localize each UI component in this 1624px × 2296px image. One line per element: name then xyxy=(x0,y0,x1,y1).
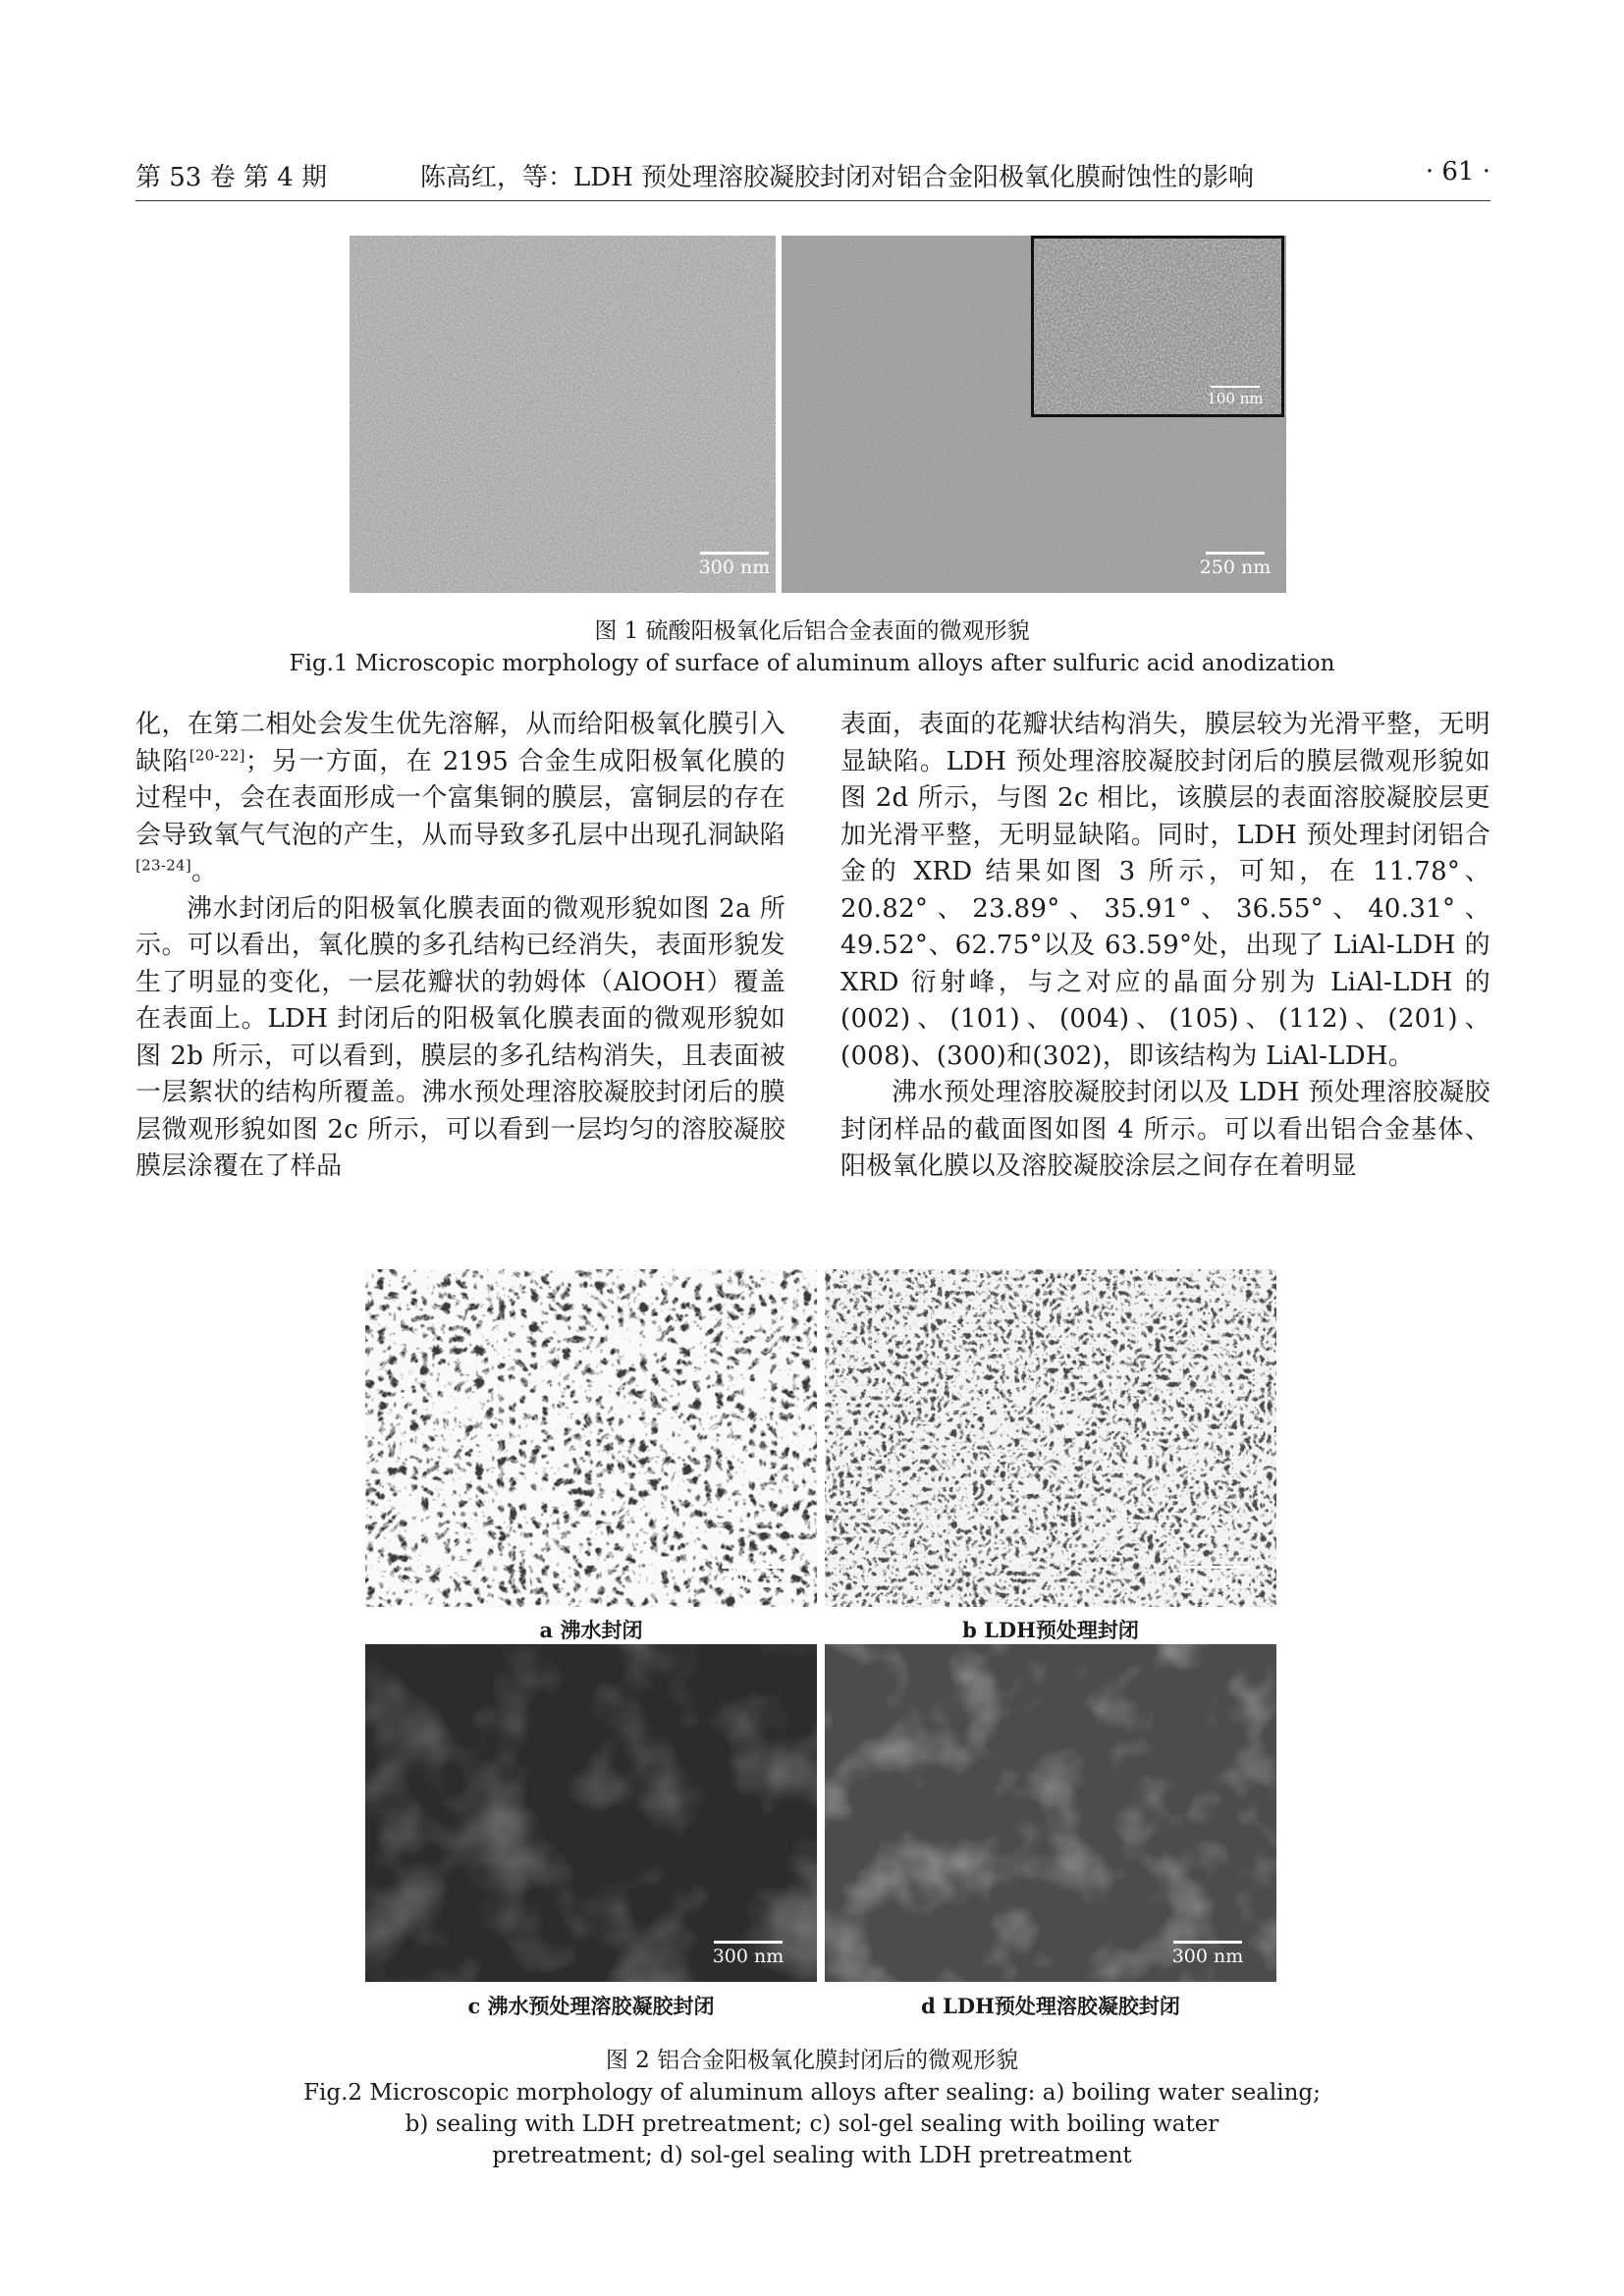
fig2-b-scale-bar xyxy=(1166,1566,1265,1592)
fig2-d-scale-bar xyxy=(1159,1941,1257,1967)
fig2-caption-en-2: b) sealing with LDH pretreatment; c) sol-gel sealing with boiling water xyxy=(405,2111,1219,2137)
right-paragraph-1: 表面，表面的花瓣状结构消失，膜层较为光滑平整，无明显缺陷。LDH 预处理溶胶凝胶封闭后的膜层微观形貌如图 2d 所示，与图 2c 相比，该膜层的表面溶胶凝胶层更加光滑平整，无明显缺陷。同时，LDH 预处理封闭铝合金的 XRD 结果如图 3 所示，可知，在 11.78°、20.82°、23.89°、35.91°、36.55°、40.31°、49.52°、62.75°以及 63.59°处，出现了 LiAl-LDH 的 XRD 衍射峰，与之对应的晶面分别为 LiAl-LDH 的(002)、(101)、(004)、(105)、(112)、(201)、(008)、(300)和(302)，即该结构为 LiAl-LDH。 xyxy=(840,710,1490,1071)
journal-volume: 第 53 卷 第 4 期 xyxy=(135,163,327,192)
fig2-b-scale-label: 300 nm xyxy=(1179,1571,1252,1592)
fig1-inset-scale-label: 100 nm xyxy=(1207,390,1264,407)
fig1-caption-cn: 图 1 硫酸阳极氧化后铝合金表面的微观形貌 xyxy=(594,618,1030,644)
fig2-caption-cn: 图 2 铝合金阳极氧化膜封闭后的微观形貌 xyxy=(605,2048,1019,2073)
fig2-image-a xyxy=(365,1269,817,1607)
left-paragraph-2: 沸水封闭后的阳极氧化膜表面的微观形貌如图 2a 所示。可以看出，氧化膜的多孔结构已经消失，表面形貌发生了明显的变化，一层花瓣状的勃姆体（AlOOH）覆盖在表面上。LDH 封闭后的阳极氧化膜表面的微观形貌如图 2b 所示，可以看到，膜层的多孔结构消失，且表面被一层絮状的结构所覆盖。沸水预处理溶胶凝胶封闭后的膜层微观形貌如图 2c 所示，可以看到一层均匀的溶胶凝胶膜层涂覆在了样品 xyxy=(135,893,785,1181)
right-paragraph-2: 沸水预处理溶胶凝胶封闭以及 LDH 预处理溶胶凝胶封闭样品的截面图如图 4 所示。可以看出铝合金基体、阳极氧化膜以及溶胶凝胶涂层之间存在着明显 xyxy=(840,1078,1490,1181)
fig2-c-scale-label: 300 nm xyxy=(712,1946,785,1967)
fig2-caption-en-3: pretreatment; d) sol-gel sealing with LDH pretreatment xyxy=(492,2143,1132,2168)
body-right-column xyxy=(840,707,1490,1186)
header-rule xyxy=(135,200,1490,201)
fig2-c-scale-bar xyxy=(699,1941,797,1967)
fig2-caption-en-1: Fig.2 Microscopic morphology of aluminum alloys after sealing: a) boiling water sealing; xyxy=(303,2080,1321,2106)
fig1-right-scale-label: 250 nm xyxy=(1199,557,1272,578)
running-title: 陈高红，等：LDH 预处理溶胶凝胶封闭对铝合金阳极氧化膜耐蚀性的影响 xyxy=(420,163,1255,192)
fig2-label-a: a 沸水封闭 xyxy=(539,1618,643,1642)
fig1-left-image xyxy=(350,236,776,593)
citation: [23-24] xyxy=(135,856,192,875)
fig2-image-d xyxy=(825,1644,1276,1982)
fig1-caption-en: Fig.1 Microscopic morphology of surface of aluminum alloys after sulfuric acid anodization xyxy=(289,651,1335,676)
fig1-right-scale-bar xyxy=(1194,552,1276,578)
page-number: · 61 · xyxy=(1425,157,1490,187)
fig2-d-scale-label: 300 nm xyxy=(1171,1946,1244,1967)
fig2-label-c: c 沸水预处理溶胶凝胶封闭 xyxy=(467,1994,715,2018)
fig2-image-c xyxy=(365,1644,817,1982)
fig1-left-scale-bar xyxy=(695,552,774,578)
fig2-image-b xyxy=(825,1269,1276,1607)
citation: [20-22] xyxy=(189,745,245,764)
fig1-right-image xyxy=(782,236,1286,593)
fig2-a-scale-label: 300 nm xyxy=(720,1571,792,1592)
fig2-a-scale-bar xyxy=(707,1566,805,1592)
fig1-left-scale-label: 300 nm xyxy=(698,557,771,578)
fig1-inset xyxy=(1031,236,1284,417)
left-paragraph-1: 化，在第二相处会发生优先溶解，从而给阳极氧化膜引入缺陷[20-22]；另一方面，在 2195 合金生成阳极氧化膜的过程中，会在表面形成一个富集铜的膜层，富铜层的存在会导致氧气气泡的产生，从而导致多孔层中出现孔洞缺陷[23-24]。 xyxy=(135,710,785,886)
fig2-label-d: d LDH预处理溶胶凝胶封闭 xyxy=(921,1994,1180,2018)
fig1-inset-scale-bar xyxy=(1201,386,1270,407)
running-header xyxy=(135,157,1490,196)
body-left-column xyxy=(135,707,785,1186)
fig2-label-b: b LDH预处理封闭 xyxy=(962,1618,1139,1642)
